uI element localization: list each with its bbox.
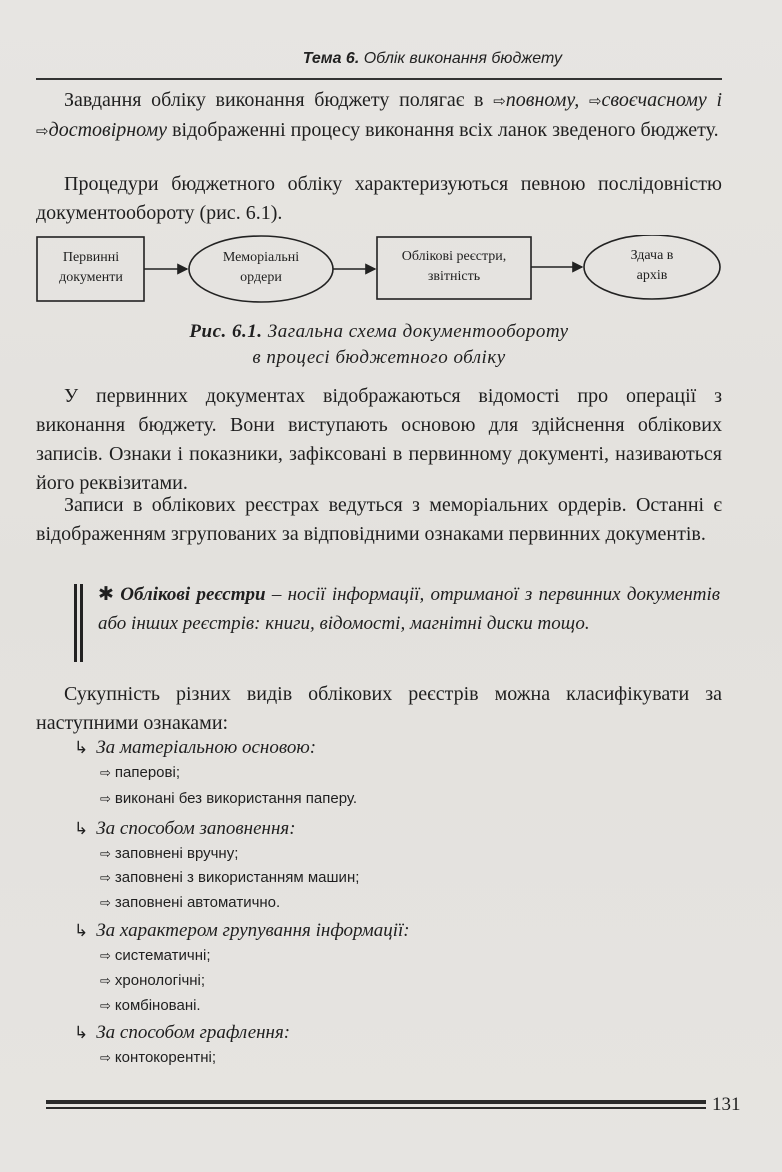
- category-title: ↳ За матеріальною основою:: [74, 737, 317, 758]
- list-item: ⇨ заповнені з використанням машин;: [100, 869, 360, 886]
- category-title: ↳ За способом графлення:: [74, 1022, 291, 1043]
- list-item: ⇨ контокорентні;: [100, 1049, 217, 1066]
- paragraph-classification: Сукупність різних видів облікових реєстрів можна класифікувати за наступними ознаками:: [36, 683, 722, 734]
- definition-bar-inner: [80, 584, 83, 662]
- header-rule: [36, 78, 722, 80]
- page-number: 131: [712, 1094, 741, 1115]
- figure-caption-line2: в процесі бюджетного обліку: [252, 347, 506, 368]
- hooked-arrow-icon: ↳: [74, 1023, 89, 1043]
- paragraph-intro: Завдання обліку виконання бюджету полягає в ⇨повному, ⇨своєчасному і ⇨достовірному відображенні процесу виконання всіх ланок зведеного бюджету.: [36, 89, 723, 141]
- header-title: Облік виконання бюджету: [363, 50, 562, 67]
- category-title: ↳ За способом заповнення:: [74, 818, 296, 839]
- hollow-right-arrow-icon: ⇨: [100, 766, 111, 781]
- paragraph-primary-docs: У первинних документах відображаються відомості про операції з виконання бюджету. Вони виступають основою для здійснення облікових записів. Ознаки і показники, зафіксовані в первинному документі, називаються його реквізитами.: [36, 385, 722, 494]
- list-item: ⇨ заповнені вручну;: [100, 845, 239, 862]
- definition-bar-outer: [74, 584, 77, 662]
- ellipse-memorial-orders-label: Меморіальні ордери: [222, 250, 300, 285]
- hollow-right-arrow-icon: ⇨: [100, 949, 111, 964]
- footer-rule-thin: [46, 1107, 706, 1109]
- list-item: ⇨ виконані без використання паперу.: [100, 790, 358, 807]
- hollow-right-arrow-icon: ⇨: [100, 847, 111, 862]
- box-registers-label: Облікові реєстри, звітність: [401, 249, 507, 284]
- hollow-right-arrow-icon: ⇨: [100, 999, 111, 1014]
- figure-label: Рис. 6.1.: [189, 321, 263, 342]
- list-item: ⇨ хронологічні;: [100, 972, 206, 989]
- hollow-right-arrow-icon: ⇨: [100, 792, 111, 807]
- running-header: [36, 50, 722, 68]
- hollow-right-arrow-icon: ⇨: [100, 1051, 111, 1066]
- list-item: ⇨ паперові;: [100, 764, 180, 781]
- document-flow-diagram: [36, 235, 726, 307]
- ellipse-archive-label: Здача в архів: [630, 248, 674, 283]
- asterisk-icon: ✱: [98, 584, 114, 605]
- hooked-arrow-icon: ↳: [74, 819, 89, 839]
- figure-caption-line1: Рис. 6.1. Загальна схема документообороту: [189, 321, 569, 342]
- definition-text: ✱ Облікові реєстри – носії інформації, отриманої з первинних документів або інших реєстрів: книги, відомості, магнітні диски тощо.: [98, 584, 721, 634]
- footer-rule-thick: [46, 1100, 706, 1104]
- hollow-right-arrow-icon: ⇨: [100, 896, 111, 911]
- hollow-right-arrow-icon: ⇨: [36, 122, 49, 140]
- definition-box: [74, 580, 722, 666]
- list-item: ⇨ заповнені автоматично.: [100, 894, 281, 911]
- hooked-arrow-icon: ↳: [74, 921, 89, 941]
- hollow-right-arrow-icon: ⇨: [100, 871, 111, 886]
- box-primary-docs-label: Первинні документи: [59, 250, 123, 285]
- hollow-right-arrow-icon: ⇨: [588, 92, 602, 110]
- paragraph-procedures: Процедури бюджетного обліку характеризуються певною послідовністю документообороту (рис. 6.1).: [36, 173, 722, 224]
- hollow-right-arrow-icon: ⇨: [100, 974, 111, 989]
- category-title: ↳ За характером групування інформації:: [74, 920, 410, 941]
- hollow-right-arrow-icon: ⇨: [493, 92, 506, 110]
- paragraph-registers: Записи в облікових реєстрах ведуться з меморіальних ордерів. Останні є відображенням згрупованих за відповідними ознаками первинних документів.: [36, 494, 722, 545]
- header-topic: Тема 6.: [302, 50, 360, 67]
- hooked-arrow-icon: ↳: [74, 738, 89, 758]
- list-item: ⇨ систематичні;: [100, 947, 211, 964]
- list-item: ⇨ комбіновані.: [100, 997, 201, 1014]
- definition-term: Облікові реєстри: [120, 584, 266, 605]
